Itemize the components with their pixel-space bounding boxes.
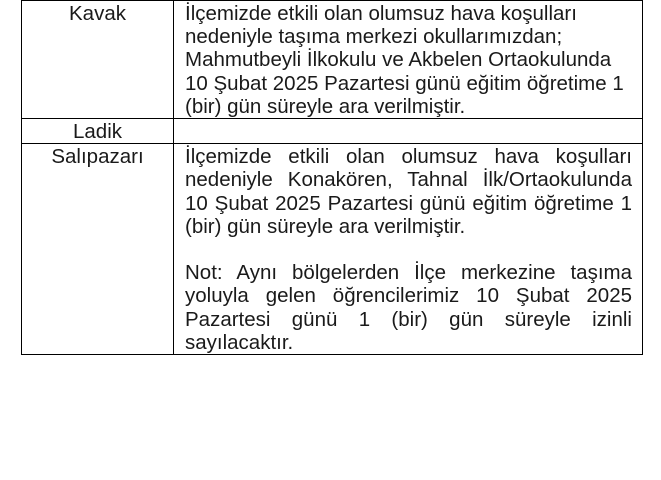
closure-paragraph: İlçemizde etkili olan olumsuz hava koşulları nedeniyle taşıma merkezi okullarımızdan; Mahmutbeyli İlkokulu ve Akbelen Ortaokulunda 10 Şubat 2025 Pazartesi günü eğitim öğretime 1 (bir) gün süreyle ara verilmiştir. [185, 2, 624, 118]
table-row-salipazari [22, 144, 643, 355]
table-row-kavak [22, 1, 643, 119]
district-name: Salıpazarı [22, 144, 174, 355]
table-row-ladik [22, 119, 643, 144]
closure-description [174, 144, 643, 355]
district-name: Ladik [22, 119, 174, 144]
closure-description [174, 1, 643, 119]
district-closure-table [21, 0, 643, 355]
district-name: Kavak [22, 1, 174, 119]
closure-description-empty [174, 119, 643, 144]
paragraph-spacer [185, 238, 632, 261]
note-paragraph: Not: Aynı bölgelerden İlçe merkezine taşıma yoluyla gelen öğrencilerimiz 10 Şubat 2025 Pazartesi günü 1 (bir) gün süreyle izinli sayılacaktır. [185, 261, 632, 354]
closure-paragraph: İlçemizde etkili olan olumsuz hava koşulları nedeniyle Konakören, Tahnal İlk/Ortaokulunda 10 Şubat 2025 Pazartesi günü eğitim öğretime 1 (bir) gün süreyle ara verilmiştir. [185, 145, 632, 238]
